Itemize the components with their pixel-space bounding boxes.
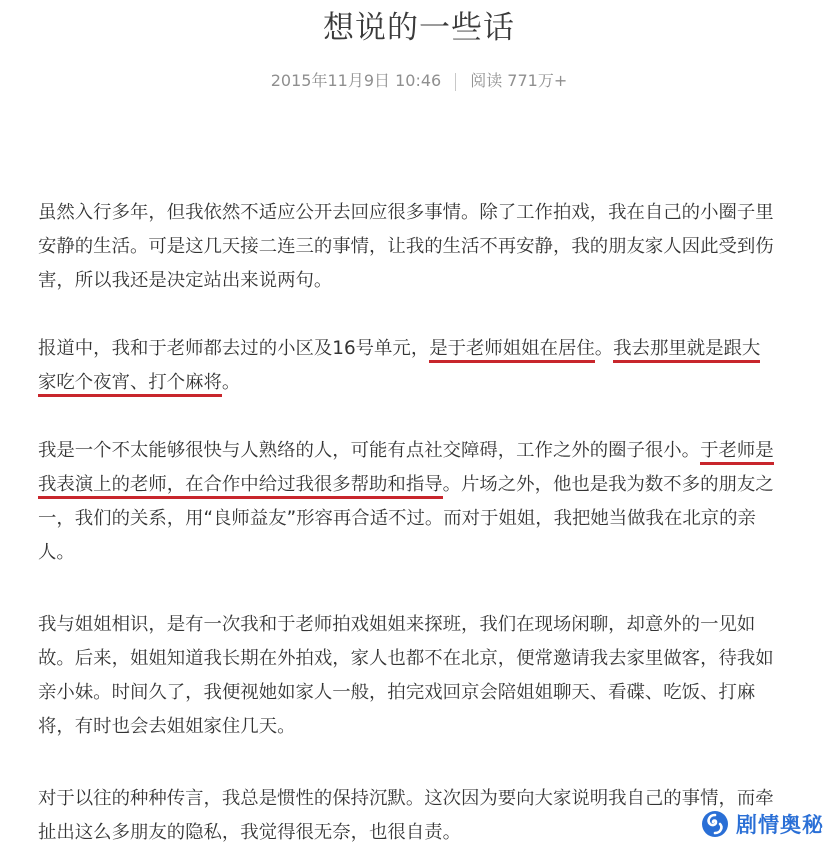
paragraph-4: [38, 608, 808, 744]
paragraph-2: [38, 332, 808, 400]
meta-divider: [455, 73, 456, 91]
read-count: 阅读 771万+: [470, 71, 568, 90]
text-segment: 。: [221, 372, 241, 393]
text-segment: 虽然入行多年，但我依然不适应公开去回应很多事情。除了工作拍戏，我在自己的小圈子里: [38, 202, 774, 223]
watermark-text: 剧情奥秘: [736, 813, 824, 837]
text-segment: 害，所以我还是决定站出来说两句。: [38, 270, 333, 291]
paragraph-line: [38, 782, 808, 816]
watermark: [700, 807, 824, 841]
text-segment: 故。后来，姐姐知道我长期在外拍戏，家人也都不在北京，便常邀请我去家里做客，待我如: [38, 648, 774, 669]
text-segment: 将，有时也会去姐姐家住几天。: [38, 716, 296, 737]
paragraph-line: [38, 816, 808, 850]
paragraph-line: [38, 536, 808, 570]
text-segment: 人。: [38, 542, 75, 563]
text-segment: 安静的生活。可是这几天接二连三的事情，让我的生活不再安静，我的朋友家人因此受到伤: [38, 236, 774, 257]
text-segment: 对于以往的种种传言，我总是惯性的保持沉默。这次因为要向大家说明我自己的事情，而牵: [38, 788, 774, 809]
underlined-text: 是于老师姐姐在居住: [429, 338, 595, 363]
paragraph-1: [38, 196, 808, 298]
article-meta: [0, 70, 838, 92]
paragraph-3: [38, 434, 808, 570]
text-segment: 亲小妹。时间久了，我便视她如家人一般，拍完戏回京会陪姐姐聊天、看碟、吃饭、打麻: [38, 682, 756, 703]
underlined-text: 我表演上的老师，在合作中给过我很多帮助和指导: [38, 474, 443, 499]
article-title: 想说的一些话: [323, 10, 515, 46]
paragraph-line: [38, 230, 808, 264]
underlined-text: 我去那里就是跟大: [613, 338, 760, 363]
text-segment: 扯出这么多朋友的隐私，我觉得很无奈，也很自责。: [38, 822, 461, 843]
text-segment: 报道中，我和于老师都去过的小区及16号单元，: [38, 338, 430, 359]
paragraph-line: [38, 196, 808, 230]
text-segment: 一，我们的关系，用“良师益友”形容再合适不过。而对于姐姐，我把她当做我在北京的亲: [38, 508, 756, 529]
paragraph-line: [38, 676, 808, 710]
text-segment: 我是一个不太能够很快与人熟络的人，可能有点社交障碍，工作之外的圈子很小。: [38, 440, 701, 461]
paragraph-line: [38, 710, 808, 744]
paragraph-line: [38, 608, 808, 642]
text-segment: 。: [594, 338, 614, 359]
publish-date: 2015年11月9日 10:46: [270, 71, 442, 90]
paragraph-line: [38, 468, 808, 502]
swirl-logo-icon: [700, 809, 730, 839]
paragraph-line: [38, 502, 808, 536]
paragraph-line: [38, 642, 808, 676]
paragraph-line: [38, 366, 808, 400]
text-segment: 我与姐姐相识，是有一次我和于老师拍戏姐姐来探班，我们在现场闲聊，却意外的一见如: [38, 614, 756, 635]
underlined-text: 家吃个夜宵、打个麻将: [38, 372, 222, 397]
text-segment: 。片场之外，他也是我为数不多的朋友之: [442, 474, 774, 495]
paragraph-line: [38, 264, 808, 298]
paragraph-line: [38, 332, 808, 366]
paragraph-line: [38, 434, 808, 468]
paragraph-5: [38, 782, 808, 850]
underlined-text: 于老师是: [700, 440, 774, 465]
